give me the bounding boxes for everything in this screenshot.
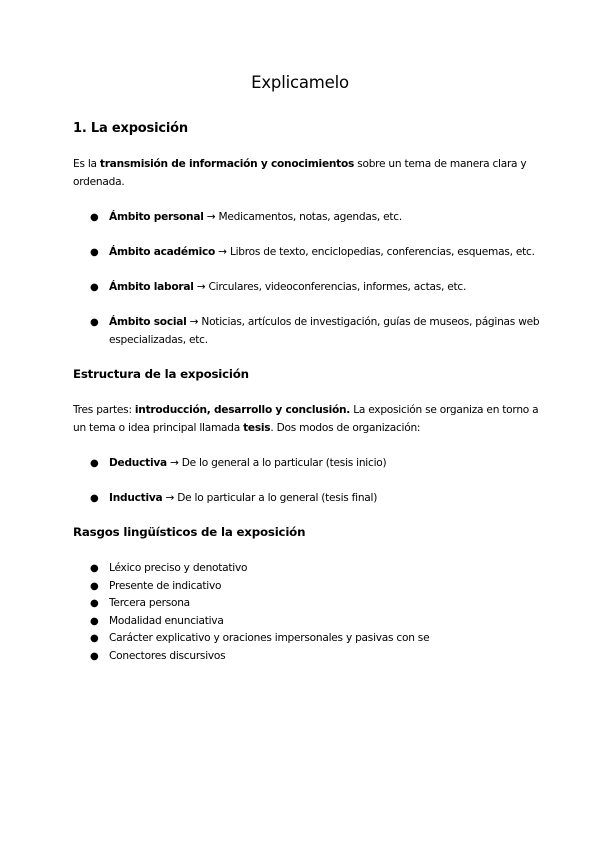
list-item (90, 455, 540, 473)
intro-prefix: Es la (73, 158, 100, 170)
item-term: Ámbito personal (109, 211, 204, 223)
item-text: Tercera persona (109, 597, 190, 609)
intro-suffix: sobre un tema de manera clara y ordenada. (73, 158, 527, 188)
list-item (90, 244, 540, 262)
arrow: → (193, 281, 209, 293)
intro-paragraph (73, 156, 543, 191)
item-desc: Noticias, artículos de investigación, guías de museos, páginas web especializadas, etc. (109, 316, 540, 346)
bullet-icon: ● (90, 317, 99, 328)
page-title: Explicamelo (251, 73, 349, 92)
bullet-icon: ● (90, 493, 99, 504)
list-item (90, 578, 540, 596)
item-desc: De lo general a lo particular (tesis inicio) (181, 457, 387, 469)
estructura-text-3: . Dos modos de organización: (270, 421, 421, 434)
bullet-icon: ● (90, 580, 99, 592)
bullet-icon: ● (90, 458, 99, 469)
bullet-icon: ● (90, 598, 99, 609)
item-term: Ámbito laboral (109, 281, 194, 293)
item-text: Léxico preciso y denotativo (109, 562, 248, 574)
item-desc: Circulares, videoconferencias, informes, actas, etc. (208, 281, 467, 293)
item-text: Conectores discursivos (109, 649, 226, 662)
item-text: Presente de indicativo (109, 579, 222, 592)
item-text: Carácter explicativo y oraciones impersonales y pasivas con se (109, 632, 430, 644)
estructura-bold-2: tesis (243, 421, 271, 434)
section-heading-rasgos: Rasgos lingüísticos de la exposición (73, 525, 306, 539)
item-desc: Libros de texto, enciclopedias, conferencias, esquemas, etc. (229, 246, 535, 258)
item-text: Modalidad enunciativa (109, 614, 224, 627)
arrow: → (215, 246, 230, 258)
item-term: Ámbito académico (109, 246, 216, 258)
intro-bold: transmisión de información y conocimientos (99, 158, 355, 170)
item-term: Ámbito social (109, 316, 187, 328)
item-term: Inductiva (109, 492, 163, 504)
item-desc: De lo particular a lo general (tesis final) (177, 492, 378, 504)
estructura-text-1: Tres partes: (73, 404, 135, 416)
list-item (90, 209, 540, 227)
list-item (90, 630, 540, 648)
list-item (90, 314, 540, 349)
arrow: → (166, 457, 182, 469)
item-term: Deductiva (109, 457, 167, 469)
estructura-bold-1: introducción, desarrollo y conclusión. (134, 404, 351, 416)
bullet-icon: ● (90, 282, 99, 293)
list-item (90, 613, 540, 631)
estructura-paragraph (73, 402, 543, 437)
bullet-icon: ● (90, 650, 99, 662)
list-item (90, 648, 540, 666)
bullet-icon: ● (90, 563, 99, 574)
list-item (90, 560, 540, 578)
list-item (90, 490, 540, 508)
bullet-icon: ● (90, 615, 99, 627)
list-item (90, 279, 540, 297)
bullet-icon: ● (90, 633, 99, 644)
list-item (90, 595, 540, 613)
bullet-icon: ● (90, 247, 99, 258)
section-heading-exposicion: 1. La exposición (73, 121, 188, 136)
item-desc: Medicamentos, notas, agendas, etc. (218, 211, 402, 223)
arrow: → (203, 211, 219, 223)
bullet-icon: ● (90, 212, 99, 223)
arrow: → (186, 316, 202, 328)
arrow: → (162, 492, 178, 504)
section-heading-estructura: Estructura de la exposición (73, 367, 249, 381)
estructura-text-2: La exposición se organiza en torno a un tema o idea principal llamada (73, 404, 539, 434)
